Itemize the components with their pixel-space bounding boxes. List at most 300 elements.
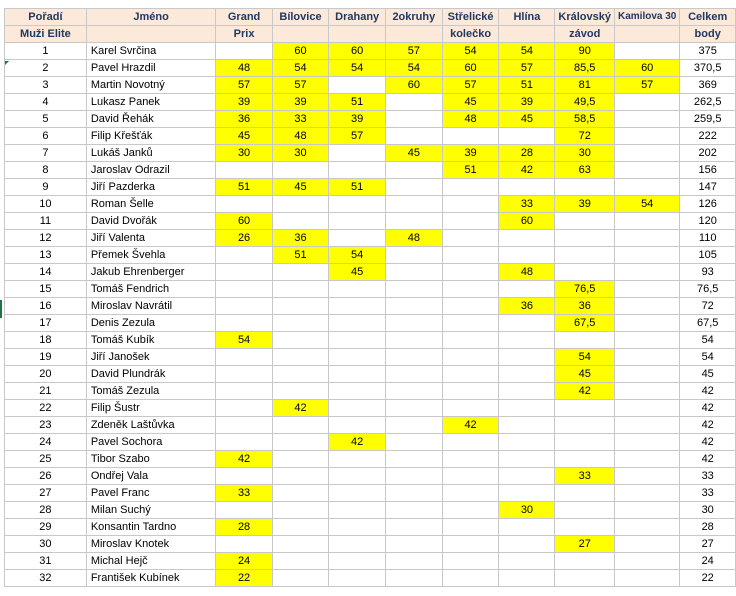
score-cell[interactable]: 76,5 (555, 281, 615, 298)
score-cell[interactable] (499, 230, 555, 247)
score-cell[interactable]: 42 (329, 434, 386, 451)
score-cell[interactable] (499, 332, 555, 349)
score-cell[interactable] (442, 315, 499, 332)
total-cell[interactable]: 222 (680, 128, 736, 145)
score-cell[interactable] (615, 43, 680, 60)
score-cell[interactable]: 57 (615, 77, 680, 94)
total-cell[interactable]: 72 (680, 298, 736, 315)
score-cell[interactable] (386, 94, 443, 111)
name-cell[interactable]: Karel Svrčina (86, 43, 216, 60)
score-cell[interactable] (442, 434, 499, 451)
score-cell[interactable] (499, 553, 555, 570)
score-cell[interactable] (442, 281, 499, 298)
rank-cell[interactable]: 12 (5, 230, 87, 247)
score-cell[interactable] (386, 400, 443, 417)
score-cell[interactable] (329, 502, 386, 519)
score-cell[interactable]: 42 (555, 383, 615, 400)
score-cell[interactable]: 42 (442, 417, 499, 434)
score-cell[interactable] (272, 315, 329, 332)
name-cell[interactable]: Přemek Švehla (86, 247, 216, 264)
score-cell[interactable] (386, 281, 443, 298)
score-cell[interactable]: 33 (555, 468, 615, 485)
name-cell[interactable]: Filip Křešťák (86, 128, 216, 145)
total-cell[interactable]: 120 (680, 213, 736, 230)
score-cell[interactable]: 33 (272, 111, 329, 128)
name-cell[interactable]: Pavel Franc (86, 485, 216, 502)
score-cell[interactable]: 51 (272, 247, 329, 264)
score-cell[interactable] (555, 519, 615, 536)
score-cell[interactable] (272, 349, 329, 366)
score-cell[interactable] (442, 536, 499, 553)
score-cell[interactable] (272, 298, 329, 315)
total-cell[interactable]: 76,5 (680, 281, 736, 298)
header-cell[interactable]: Prix (216, 26, 272, 43)
score-cell[interactable] (615, 434, 680, 451)
score-cell[interactable] (386, 485, 443, 502)
score-cell[interactable] (442, 451, 499, 468)
rank-cell[interactable]: 4 (5, 94, 87, 111)
score-cell[interactable] (329, 570, 386, 587)
score-cell[interactable] (555, 264, 615, 281)
score-cell[interactable]: 54 (329, 247, 386, 264)
score-cell[interactable] (442, 213, 499, 230)
score-cell[interactable] (272, 366, 329, 383)
score-cell[interactable]: 45 (272, 179, 329, 196)
score-cell[interactable] (615, 281, 680, 298)
total-cell[interactable]: 262,5 (680, 94, 736, 111)
name-cell[interactable]: Denis Zezula (86, 315, 216, 332)
score-cell[interactable]: 57 (386, 43, 443, 60)
header-cell[interactable]: Drahany (329, 9, 386, 26)
score-cell[interactable] (499, 179, 555, 196)
score-cell[interactable]: 54 (329, 60, 386, 77)
score-cell[interactable] (386, 264, 443, 281)
score-cell[interactable]: 30 (216, 145, 272, 162)
score-cell[interactable] (216, 281, 272, 298)
rank-cell[interactable]: 9 (5, 179, 87, 196)
score-cell[interactable] (615, 417, 680, 434)
score-cell[interactable] (386, 570, 443, 587)
header-cell[interactable]: závod (555, 26, 615, 43)
score-cell[interactable] (329, 451, 386, 468)
name-cell[interactable]: Pavel Hrazdil (86, 60, 216, 77)
total-cell[interactable]: 54 (680, 332, 736, 349)
total-cell[interactable]: 54 (680, 349, 736, 366)
score-cell[interactable] (329, 383, 386, 400)
score-cell[interactable] (555, 485, 615, 502)
score-cell[interactable] (442, 502, 499, 519)
rank-cell[interactable]: 5 (5, 111, 87, 128)
score-cell[interactable]: 54 (555, 349, 615, 366)
score-cell[interactable] (442, 553, 499, 570)
total-cell[interactable]: 28 (680, 519, 736, 536)
score-cell[interactable] (615, 451, 680, 468)
score-cell[interactable]: 60 (386, 77, 443, 94)
score-cell[interactable] (329, 536, 386, 553)
score-cell[interactable] (615, 298, 680, 315)
score-cell[interactable] (499, 417, 555, 434)
header-cell[interactable]: 2okruhy (386, 9, 443, 26)
total-cell[interactable]: 22 (680, 570, 736, 587)
score-cell[interactable]: 57 (442, 77, 499, 94)
score-cell[interactable] (615, 536, 680, 553)
score-cell[interactable]: 60 (216, 213, 272, 230)
score-cell[interactable] (216, 468, 272, 485)
score-cell[interactable]: 60 (442, 60, 499, 77)
rank-cell[interactable]: 13 (5, 247, 87, 264)
score-cell[interactable]: 51 (442, 162, 499, 179)
score-cell[interactable] (272, 417, 329, 434)
score-cell[interactable] (499, 536, 555, 553)
name-cell[interactable]: Roman Šelle (86, 196, 216, 213)
score-cell[interactable]: 39 (499, 94, 555, 111)
rank-cell[interactable]: 18 (5, 332, 87, 349)
score-cell[interactable] (216, 196, 272, 213)
score-cell[interactable]: 39 (442, 145, 499, 162)
score-cell[interactable] (615, 145, 680, 162)
total-cell[interactable]: 67,5 (680, 315, 736, 332)
score-cell[interactable] (442, 264, 499, 281)
score-cell[interactable] (329, 519, 386, 536)
score-cell[interactable] (272, 451, 329, 468)
score-cell[interactable] (272, 434, 329, 451)
name-cell[interactable]: Michal Hejč (86, 553, 216, 570)
score-cell[interactable] (329, 332, 386, 349)
rank-cell[interactable]: 21 (5, 383, 87, 400)
name-cell[interactable]: Zdeněk Laštůvka (86, 417, 216, 434)
score-cell[interactable] (216, 383, 272, 400)
total-cell[interactable]: 33 (680, 468, 736, 485)
name-cell[interactable]: David Plundrák (86, 366, 216, 383)
total-cell[interactable]: 27 (680, 536, 736, 553)
score-cell[interactable] (442, 332, 499, 349)
total-cell[interactable]: 30 (680, 502, 736, 519)
rank-cell[interactable]: 25 (5, 451, 87, 468)
score-cell[interactable]: 45 (442, 94, 499, 111)
score-cell[interactable] (615, 162, 680, 179)
score-cell[interactable] (216, 400, 272, 417)
score-cell[interactable]: 51 (216, 179, 272, 196)
header-cell[interactable]: Pořadí (5, 9, 87, 26)
score-cell[interactable]: 42 (272, 400, 329, 417)
total-cell[interactable]: 147 (680, 179, 736, 196)
score-cell[interactable]: 54 (499, 43, 555, 60)
score-cell[interactable]: 48 (386, 230, 443, 247)
score-cell[interactable] (386, 332, 443, 349)
score-cell[interactable] (615, 213, 680, 230)
score-cell[interactable]: 54 (272, 60, 329, 77)
score-cell[interactable] (555, 417, 615, 434)
score-cell[interactable] (386, 111, 443, 128)
score-cell[interactable] (216, 366, 272, 383)
score-cell[interactable]: 67,5 (555, 315, 615, 332)
score-cell[interactable]: 81 (555, 77, 615, 94)
score-cell[interactable]: 26 (216, 230, 272, 247)
score-cell[interactable] (216, 417, 272, 434)
score-cell[interactable] (442, 366, 499, 383)
score-cell[interactable] (442, 400, 499, 417)
score-cell[interactable] (615, 349, 680, 366)
score-cell[interactable] (329, 281, 386, 298)
score-cell[interactable] (272, 196, 329, 213)
rank-cell[interactable]: 23 (5, 417, 87, 434)
header-cell[interactable] (615, 26, 680, 43)
score-cell[interactable]: 60 (329, 43, 386, 60)
score-cell[interactable] (386, 162, 443, 179)
rank-cell[interactable]: 29 (5, 519, 87, 536)
header-cell[interactable]: Grand (216, 9, 272, 26)
score-cell[interactable] (615, 502, 680, 519)
score-cell[interactable]: 45 (216, 128, 272, 145)
score-cell[interactable] (499, 451, 555, 468)
score-cell[interactable] (499, 315, 555, 332)
score-cell[interactable] (272, 468, 329, 485)
name-cell[interactable]: Konsantin Tardno (86, 519, 216, 536)
score-cell[interactable] (329, 298, 386, 315)
name-cell[interactable]: Miroslav Knotek (86, 536, 216, 553)
rank-cell[interactable]: 17 (5, 315, 87, 332)
score-cell[interactable] (499, 400, 555, 417)
score-cell[interactable] (499, 128, 555, 145)
total-cell[interactable]: 42 (680, 434, 736, 451)
total-cell[interactable]: 42 (680, 383, 736, 400)
score-cell[interactable]: 54 (615, 196, 680, 213)
score-cell[interactable] (499, 366, 555, 383)
score-cell[interactable]: 30 (555, 145, 615, 162)
score-cell[interactable] (615, 264, 680, 281)
header-cell[interactable] (386, 26, 443, 43)
score-cell[interactable] (386, 383, 443, 400)
total-cell[interactable]: 42 (680, 417, 736, 434)
score-cell[interactable] (499, 247, 555, 264)
score-cell[interactable] (555, 230, 615, 247)
score-cell[interactable] (216, 536, 272, 553)
score-cell[interactable] (272, 264, 329, 281)
score-cell[interactable]: 45 (386, 145, 443, 162)
score-cell[interactable]: 30 (499, 502, 555, 519)
score-cell[interactable]: 57 (329, 128, 386, 145)
score-cell[interactable]: 28 (216, 519, 272, 536)
score-cell[interactable] (499, 349, 555, 366)
score-cell[interactable] (615, 128, 680, 145)
score-cell[interactable] (555, 179, 615, 196)
score-cell[interactable] (555, 570, 615, 587)
score-cell[interactable] (329, 315, 386, 332)
score-cell[interactable] (442, 179, 499, 196)
name-cell[interactable]: Ondřej Vala (86, 468, 216, 485)
score-cell[interactable] (272, 332, 329, 349)
score-cell[interactable] (499, 434, 555, 451)
score-cell[interactable]: 72 (555, 128, 615, 145)
name-cell[interactable]: Jiří Janošek (86, 349, 216, 366)
score-cell[interactable] (615, 366, 680, 383)
score-cell[interactable] (442, 128, 499, 145)
rank-cell[interactable]: 14 (5, 264, 87, 281)
score-cell[interactable] (329, 230, 386, 247)
score-cell[interactable] (555, 400, 615, 417)
header-cell[interactable]: kolečko (442, 26, 499, 43)
score-cell[interactable] (615, 230, 680, 247)
rank-cell[interactable]: 1 (5, 43, 87, 60)
score-cell[interactable]: 54 (442, 43, 499, 60)
score-cell[interactable]: 39 (272, 94, 329, 111)
rank-cell[interactable]: 10 (5, 196, 87, 213)
score-cell[interactable] (216, 298, 272, 315)
name-cell[interactable]: Miroslav Navrátil (86, 298, 216, 315)
score-cell[interactable] (386, 298, 443, 315)
total-cell[interactable]: 375 (680, 43, 736, 60)
score-cell[interactable]: 24 (216, 553, 272, 570)
score-cell[interactable]: 36 (272, 230, 329, 247)
score-cell[interactable] (386, 434, 443, 451)
score-cell[interactable]: 42 (499, 162, 555, 179)
rank-cell[interactable]: 2 (5, 60, 87, 77)
rank-cell[interactable]: 31 (5, 553, 87, 570)
header-cell[interactable]: Celkem (680, 9, 736, 26)
header-cell[interactable]: Hlína (499, 9, 555, 26)
score-cell[interactable] (615, 111, 680, 128)
score-cell[interactable] (615, 553, 680, 570)
total-cell[interactable]: 93 (680, 264, 736, 281)
header-cell[interactable] (272, 26, 329, 43)
score-cell[interactable] (272, 162, 329, 179)
score-cell[interactable]: 60 (615, 60, 680, 77)
score-cell[interactable] (386, 315, 443, 332)
score-cell[interactable]: 60 (499, 213, 555, 230)
header-cell[interactable]: Střelické (442, 9, 499, 26)
score-cell[interactable] (386, 128, 443, 145)
score-cell[interactable] (386, 366, 443, 383)
rank-cell[interactable]: 6 (5, 128, 87, 145)
score-cell[interactable] (499, 570, 555, 587)
score-cell[interactable] (329, 145, 386, 162)
score-cell[interactable]: 30 (272, 145, 329, 162)
score-cell[interactable]: 39 (555, 196, 615, 213)
score-cell[interactable] (442, 519, 499, 536)
total-cell[interactable]: 259,5 (680, 111, 736, 128)
score-cell[interactable] (442, 349, 499, 366)
name-cell[interactable]: Jaroslav Odrazil (86, 162, 216, 179)
name-cell[interactable]: David Dvořák (86, 213, 216, 230)
total-cell[interactable]: 370,5 (680, 60, 736, 77)
total-cell[interactable]: 42 (680, 400, 736, 417)
name-cell[interactable]: Lukasz Panek (86, 94, 216, 111)
score-cell[interactable] (386, 179, 443, 196)
score-cell[interactable]: 36 (555, 298, 615, 315)
name-cell[interactable]: Tomáš Kubík (86, 332, 216, 349)
score-cell[interactable]: 48 (272, 128, 329, 145)
score-cell[interactable] (555, 247, 615, 264)
rank-cell[interactable]: 22 (5, 400, 87, 417)
score-cell[interactable]: 39 (216, 94, 272, 111)
score-cell[interactable] (272, 281, 329, 298)
score-cell[interactable] (329, 366, 386, 383)
header-cell[interactable]: body (680, 26, 736, 43)
rank-cell[interactable]: 3 (5, 77, 87, 94)
rank-cell[interactable]: 16 (5, 298, 87, 315)
score-cell[interactable] (615, 315, 680, 332)
score-cell[interactable] (272, 383, 329, 400)
header-cell[interactable] (329, 26, 386, 43)
score-cell[interactable] (386, 502, 443, 519)
score-cell[interactable]: 60 (272, 43, 329, 60)
score-cell[interactable]: 45 (555, 366, 615, 383)
header-cell[interactable]: Kamilova 30 (615, 9, 680, 26)
score-cell[interactable]: 27 (555, 536, 615, 553)
score-cell[interactable] (386, 468, 443, 485)
total-cell[interactable]: 33 (680, 485, 736, 502)
score-cell[interactable]: 45 (329, 264, 386, 281)
name-cell[interactable]: Pavel Sochora (86, 434, 216, 451)
score-cell[interactable] (329, 213, 386, 230)
score-cell[interactable] (272, 485, 329, 502)
score-cell[interactable] (442, 485, 499, 502)
score-cell[interactable] (555, 213, 615, 230)
rank-cell[interactable]: 24 (5, 434, 87, 451)
rank-cell[interactable]: 19 (5, 349, 87, 366)
score-cell[interactable] (499, 485, 555, 502)
rank-cell[interactable]: 20 (5, 366, 87, 383)
name-cell[interactable]: Martin Novotný (86, 77, 216, 94)
score-cell[interactable] (272, 570, 329, 587)
score-cell[interactable]: 51 (499, 77, 555, 94)
score-cell[interactable]: 39 (329, 111, 386, 128)
score-cell[interactable] (499, 519, 555, 536)
score-cell[interactable]: 51 (329, 94, 386, 111)
score-cell[interactable]: 49,5 (555, 94, 615, 111)
score-cell[interactable]: 22 (216, 570, 272, 587)
score-cell[interactable]: 51 (329, 179, 386, 196)
name-cell[interactable]: Tomáš Zezula (86, 383, 216, 400)
score-cell[interactable] (386, 553, 443, 570)
total-cell[interactable]: 45 (680, 366, 736, 383)
score-cell[interactable] (386, 213, 443, 230)
score-cell[interactable] (615, 570, 680, 587)
name-cell[interactable]: Tibor Szabo (86, 451, 216, 468)
score-cell[interactable] (386, 536, 443, 553)
score-cell[interactable] (216, 315, 272, 332)
name-cell[interactable]: David Řehák (86, 111, 216, 128)
score-cell[interactable] (615, 332, 680, 349)
score-cell[interactable] (615, 519, 680, 536)
score-cell[interactable] (442, 468, 499, 485)
score-cell[interactable] (329, 400, 386, 417)
rank-cell[interactable]: 30 (5, 536, 87, 553)
name-cell[interactable]: Milan Suchý (86, 502, 216, 519)
rank-cell[interactable]: 11 (5, 213, 87, 230)
score-cell[interactable] (216, 349, 272, 366)
score-cell[interactable] (615, 383, 680, 400)
score-cell[interactable] (329, 417, 386, 434)
score-cell[interactable] (216, 162, 272, 179)
score-cell[interactable] (499, 281, 555, 298)
score-cell[interactable] (386, 196, 443, 213)
rank-cell[interactable]: 28 (5, 502, 87, 519)
score-cell[interactable]: 90 (555, 43, 615, 60)
score-cell[interactable]: 36 (216, 111, 272, 128)
rank-cell[interactable]: 26 (5, 468, 87, 485)
header-cell[interactable]: Královský (555, 9, 615, 26)
score-cell[interactable] (272, 553, 329, 570)
rank-cell[interactable]: 27 (5, 485, 87, 502)
score-cell[interactable] (555, 434, 615, 451)
score-cell[interactable] (272, 213, 329, 230)
score-cell[interactable] (555, 553, 615, 570)
score-cell[interactable] (329, 553, 386, 570)
score-cell[interactable] (272, 519, 329, 536)
score-cell[interactable] (615, 179, 680, 196)
score-cell[interactable] (329, 485, 386, 502)
